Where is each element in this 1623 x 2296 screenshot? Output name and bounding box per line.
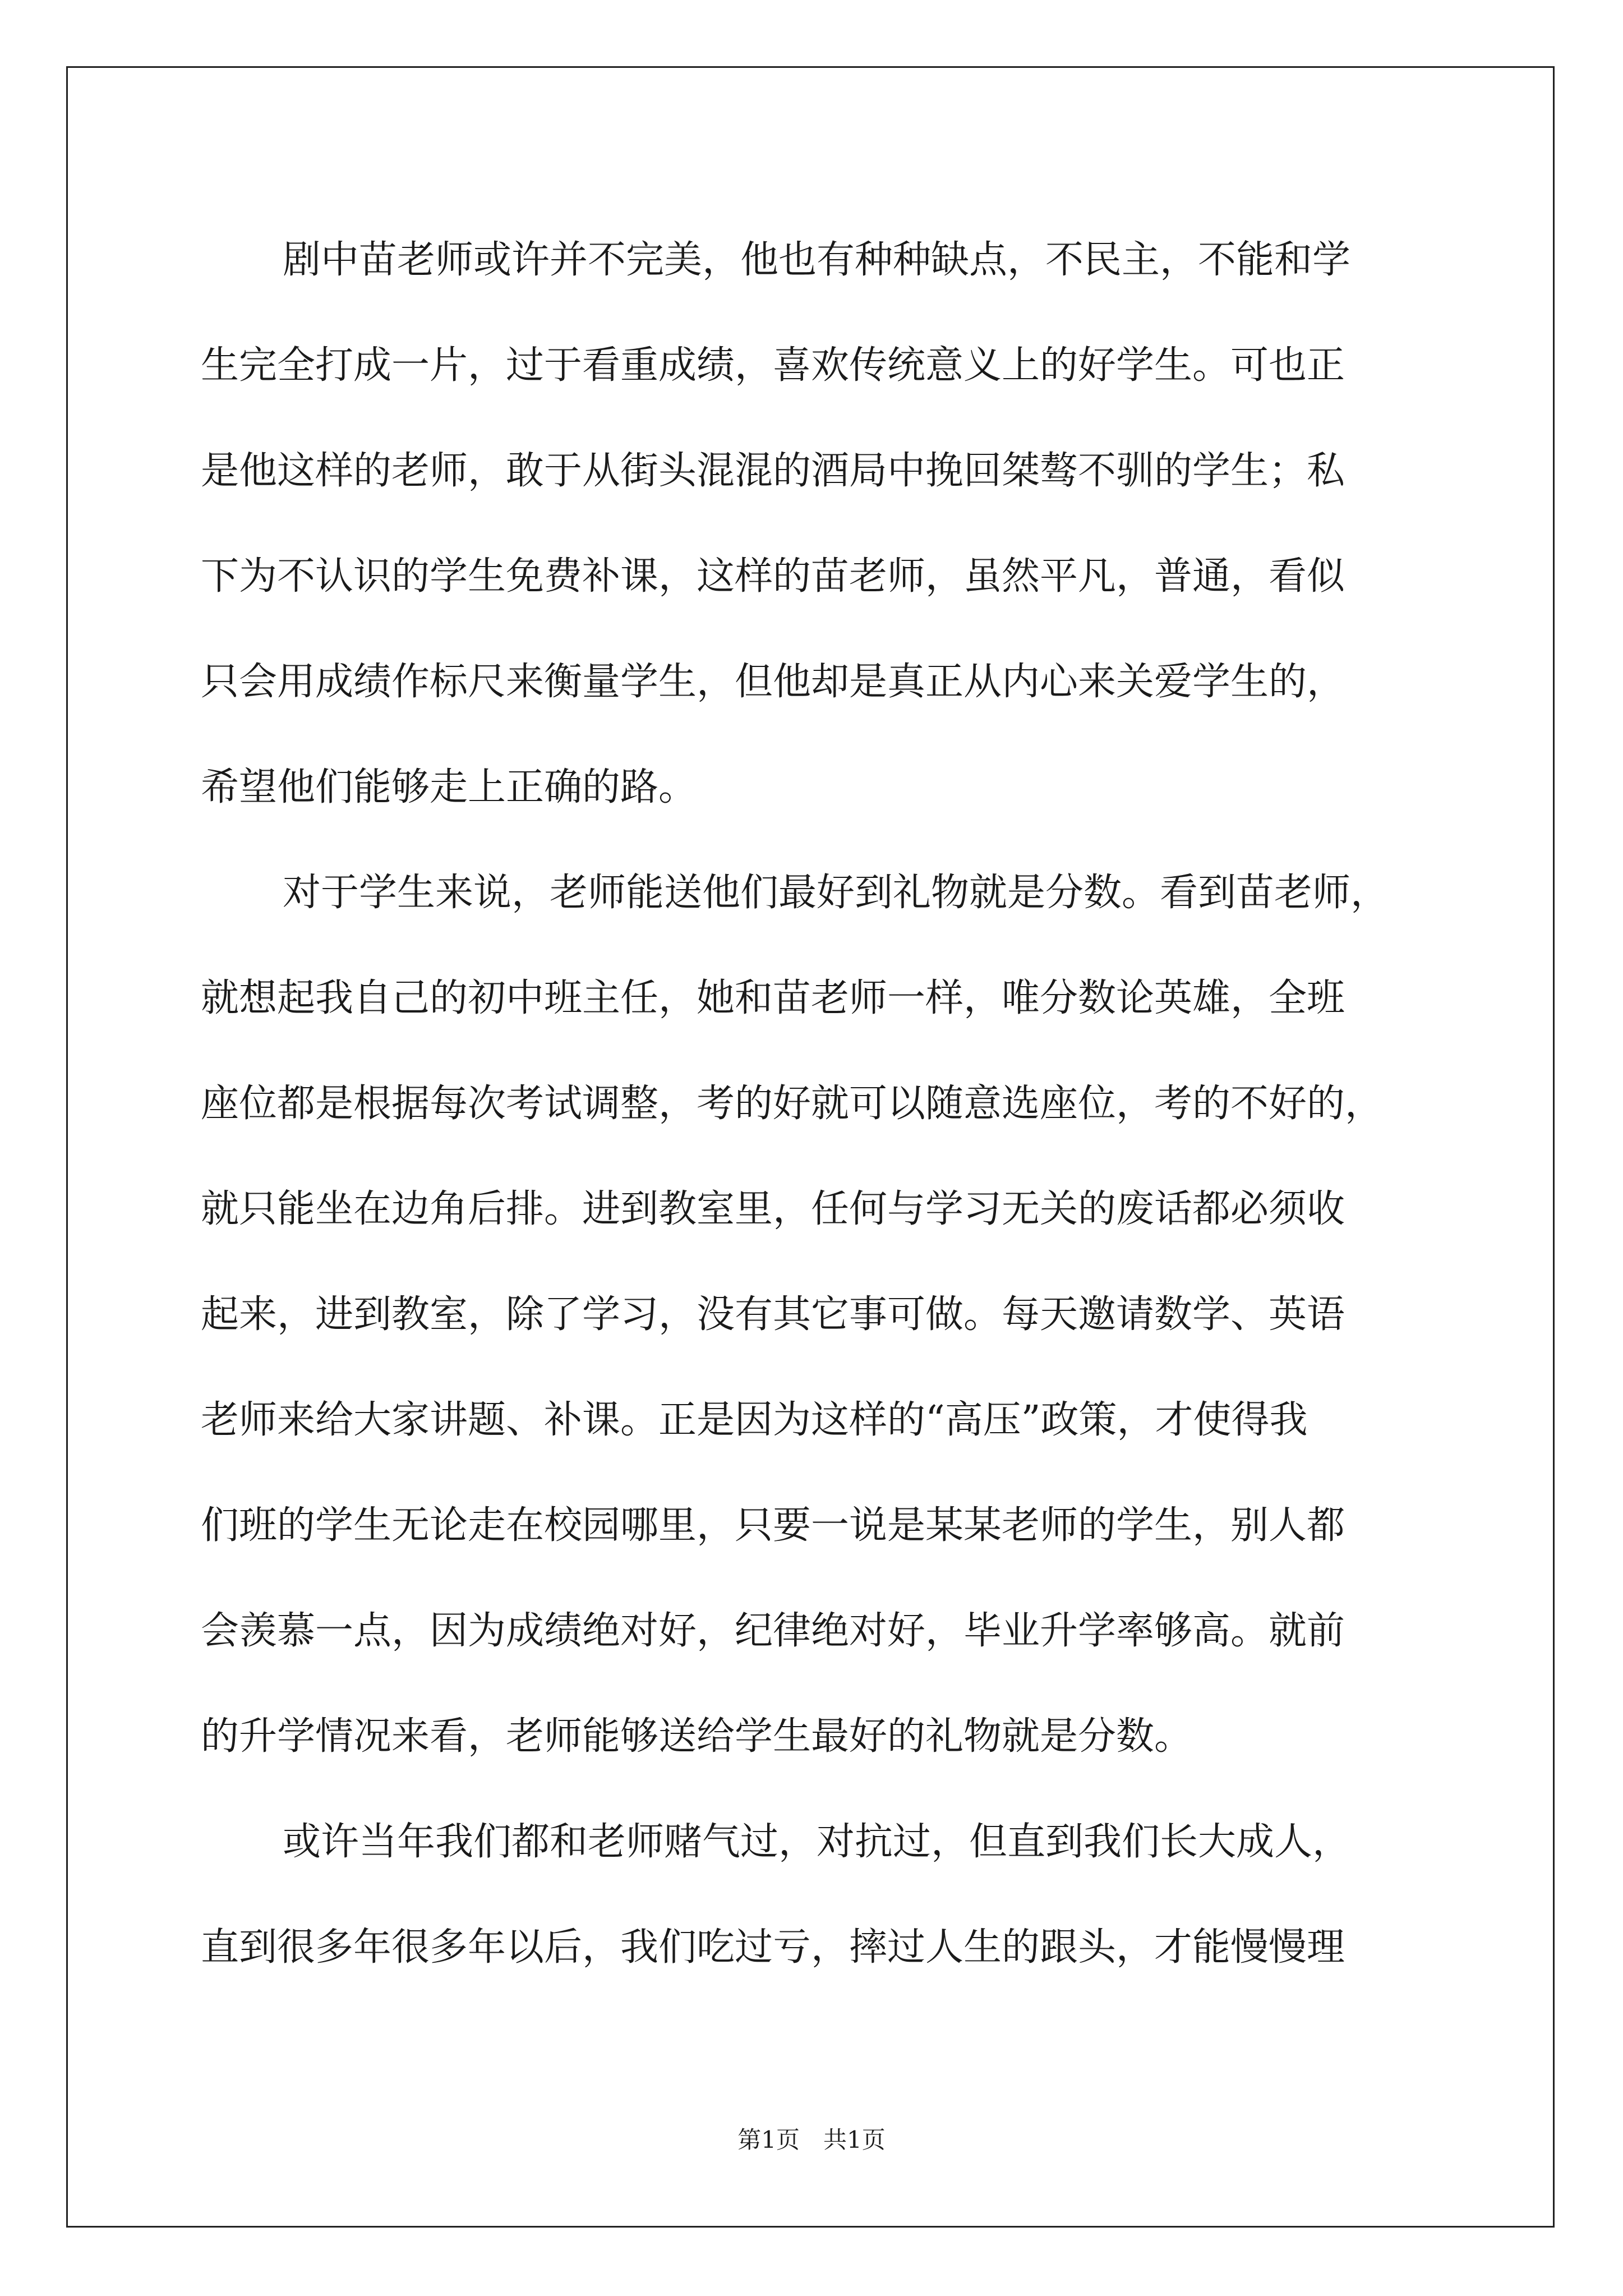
text-line: 下为不认识的学生免费补课，这样的苗老师，虽然平凡，普通，看似 xyxy=(201,554,1345,599)
text-line: 剧中苗老师或许并不完美，他也有种种缺点，不民主，不能和学 xyxy=(283,238,1351,282)
document-body xyxy=(201,208,1423,2000)
text-line: 希望他们能够走上正确的路。 xyxy=(201,765,697,809)
text-line: 对于学生来说，老师能送他们最好到礼物就是分数。看到苗老师， xyxy=(283,871,1389,915)
text-line: 的升学情况来看，老师能够送给学生最好的礼物就是分数。 xyxy=(201,1714,1193,1759)
text-line: 座位都是根据每次考试调整，考的好就可以随意选座位，考的不好的， xyxy=(201,1082,1384,1126)
text-line: 老师来给大家讲题、补课。正是因为这样的“高压”政策，才使得我 xyxy=(201,1398,1308,1442)
text-line: 生完全打成一片，过于看重成绩，喜欢传统意义上的好学生。可也正 xyxy=(201,343,1345,388)
text-line: 们班的学生无论走在校园哪里，只要一说是某某老师的学生，别人都 xyxy=(201,1503,1345,1548)
text-line: 只会用成绩作标尺来衡量学生，但他却是真正从内心来关爱学生的， xyxy=(201,660,1345,704)
text-line: 或许当年我们都和老师赌气过，对抗过，但直到我们长大成人， xyxy=(283,1820,1351,1864)
page-footer: 第1页 共1页 xyxy=(737,2126,886,2154)
text-line: 起来，进到教室，除了学习，没有其它事可做。每天邀请数学、英语 xyxy=(201,1292,1345,1337)
text-line: 是他这样的老师，敢于从街头混混的酒局中挽回桀骜不驯的学生；私 xyxy=(201,449,1345,493)
text-line: 就只能坐在边角后排。进到教室里，任何与学习无关的废话都必须收 xyxy=(201,1187,1345,1231)
text-line: 就想起我自己的初中班主任，她和苗老师一样，唯分数论英雄，全班 xyxy=(201,976,1345,1020)
text-line: 会羡慕一点，因为成绩绝对好，纪律绝对好，毕业升学率够高。就前 xyxy=(201,1609,1345,1653)
text-line: 直到很多年很多年以后，我们吃过亏，摔过人生的跟头，才能慢慢理 xyxy=(201,1925,1345,1970)
